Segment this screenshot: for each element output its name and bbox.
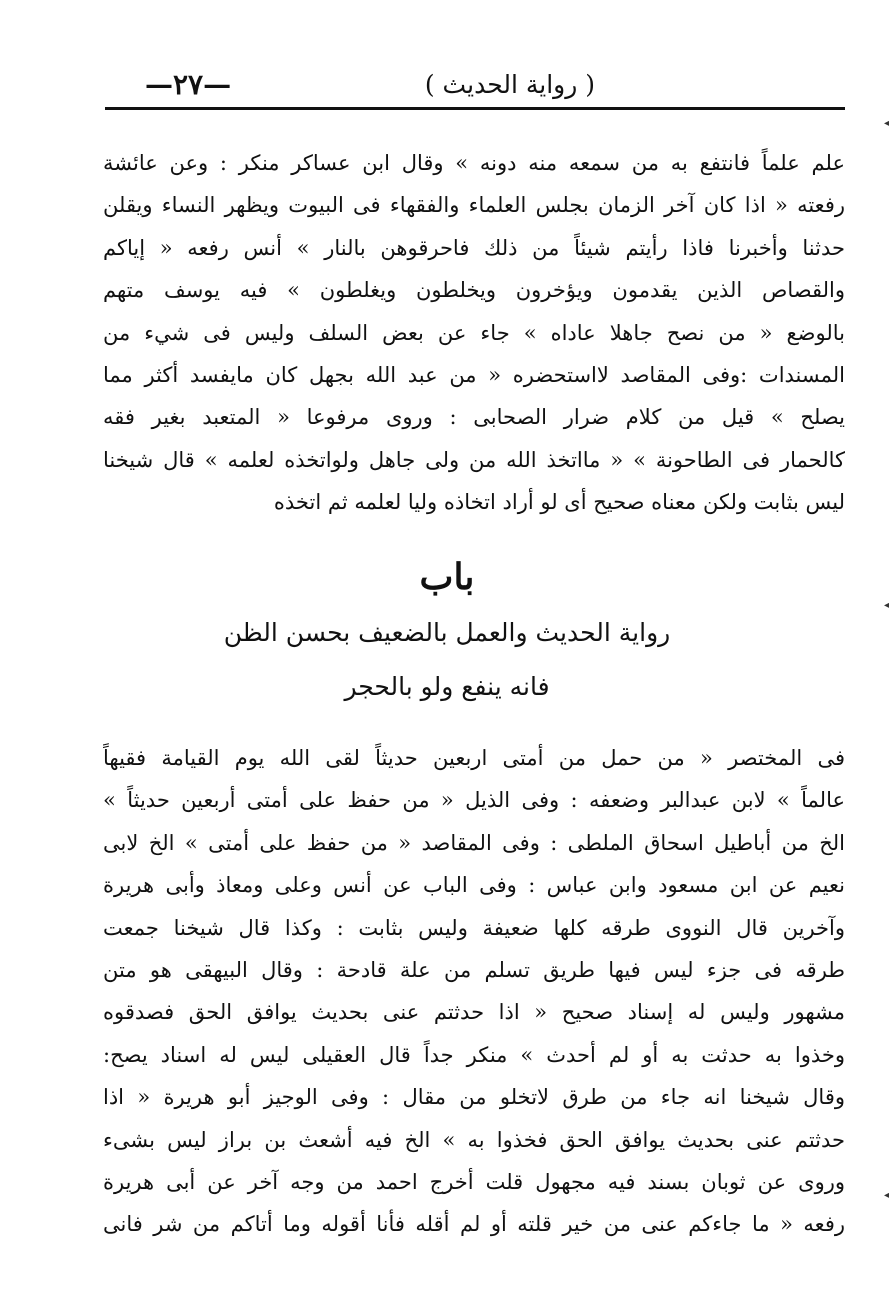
text-line: عالماً » لابن عبدالبر وضعفه : وفى الذيل « من حفظ على أمتى أربعين حديثاً » bbox=[103, 788, 845, 813]
text-line: نعيم عن ابن مسعود وابن عباس : وفى الباب عن أنس وعلى ومعاذ وأبى هريرة bbox=[103, 873, 845, 898]
section-subheading-1: رواية الحديث والعمل بالضعيف بحسن الظن bbox=[223, 618, 671, 647]
page-number: —٢٧— bbox=[145, 68, 232, 101]
header-rule bbox=[105, 107, 845, 110]
text-line: المسندات :وفى المقاصد لااستحضره « من عبد الله بجهل كان مايفسد أكثر مما bbox=[103, 362, 845, 387]
text-line: رفعه « ما جاءكم عنى من خير قلته أو لم أقله فأنا أقوله وما أتاكم من شر فانى bbox=[103, 1212, 845, 1237]
text-line: طرقه فى جزء ليس فيها طريق تسلم من علة قادحة : وقال البيهقى هو متن bbox=[103, 957, 845, 982]
text-line: ليس بثابت ولكن معناه صحيح أى لو أراد اتخاذه وليا لعلمه ثم اتخذه bbox=[273, 490, 845, 515]
scan-edge-mark: ◂ bbox=[884, 1190, 890, 1201]
paragraph-2 bbox=[103, 737, 845, 1246]
scan-edge-mark: ◂ bbox=[884, 118, 890, 129]
text-line: وخذوا به حدثت به أو لم أحدث » منكر جداً قال العقيلى ليس له اسناد يصح: bbox=[103, 1042, 845, 1067]
page-header bbox=[105, 64, 845, 110]
section-heading: باب bbox=[419, 556, 475, 598]
scan-edge-mark: ◂ bbox=[884, 600, 890, 611]
text-line: علم علماً فانتفع به من سمعه منه دونه » وقال ابن عساكر منكر : وعن عائشة bbox=[103, 151, 845, 175]
text-line: الخ من أباطيل اسحاق الملطى : وفى المقاصد « من حفظ على أمتى » الخ لابى bbox=[103, 830, 845, 855]
paragraph-1 bbox=[103, 142, 845, 524]
text-line: بالوضع « من نصح جاهلا عاداه » جاء عن بعض السلف وليس فى شيء من bbox=[103, 320, 845, 345]
text-line: حدثتم عنى بحديث يوافق الحق فخذوا به » الخ فيه أشعث بن براز ليس بشىء bbox=[103, 1127, 845, 1152]
text-line: كالحمار فى الطاحونة » « مااتخذ الله من ولى جاهل ولواتخذه لعلمه » قال شيخنا bbox=[103, 447, 845, 472]
text-line: يصلح » قيل من كلام ضرار الصحابى : وروى مرفوعا « المتعبد بغير فقه bbox=[103, 405, 845, 430]
text-line: فى المختصر « من حمل من أمتى اربعين حديثاً لقى الله يوم القيامة فقيهاً bbox=[103, 746, 845, 770]
text-line: وروى عن ثوبان بسند فيه مجهول قلت أخرج احمد من وجه آخر عن أبى هريرة bbox=[103, 1169, 845, 1194]
text-line: وآخرين قال النووى طرقه كلها ضعيفة وليس بثابت : وكذا قال شيخنا جمعت bbox=[103, 915, 845, 940]
running-title: ( رواية الحديث ) bbox=[424, 70, 595, 99]
text-line: والقصاص الذين يقدمون ويؤخرون ويخلطون ويغلطون » فيه يوسف متهم bbox=[103, 278, 845, 303]
text-line: وقال شيخنا انه جاء من طرق لاتخلو من مقال : وفى الوجيز أبو هريرة « اذا bbox=[103, 1085, 845, 1110]
section-subheading-2: فانه ينفع ولو بالحجر bbox=[344, 672, 550, 701]
text-line: مشهور وليس له إسناد صحيح « اذا حدثتم عنى بحديث يوافق الحق فصدقوه bbox=[103, 1000, 845, 1025]
text-line: حدثنا وأخبرنا فاذا رأيتم شيئاً من ذلك فاحرقوهن بالنار » أنس رفعه « إياكم bbox=[103, 235, 845, 260]
text-line: رفعته « اذا كان آخر الزمان بجلس العلماء والفقهاء فى البيوت ويظهر النساء ويقلن bbox=[103, 193, 845, 218]
